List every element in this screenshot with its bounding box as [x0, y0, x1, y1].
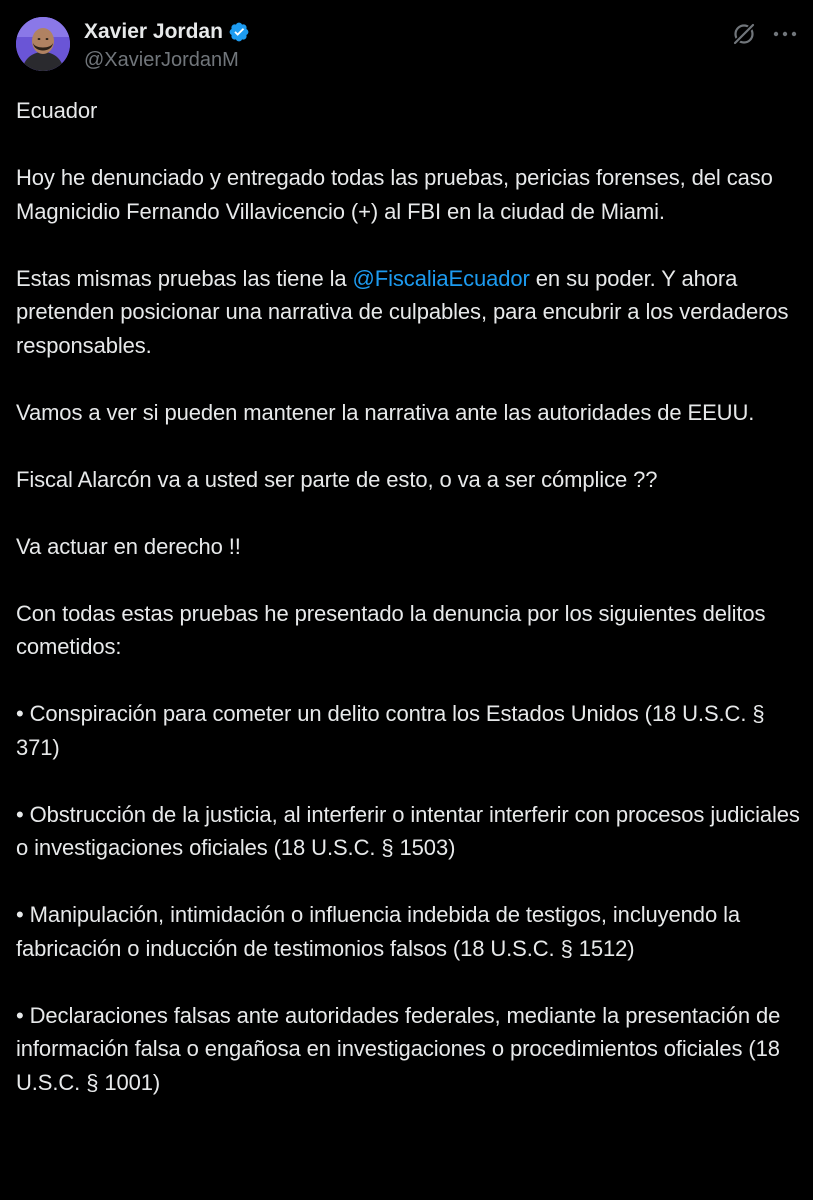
bullet-item: • Declaraciones falsas ante autoridades federales, mediante la presentación de información falsa o engañosa en investigaciones o procedimientos oficiales (18 U.S.C. § 1001): [16, 1002, 781, 1095]
tweet-paragraph: Va actuar en derecho !!: [16, 533, 241, 559]
avatar[interactable]: [16, 17, 70, 71]
avatar-image: [16, 17, 70, 71]
tweet-paragraph: [16, 262, 806, 363]
ecuador-flag-icon: [103, 99, 133, 121]
tweet-header: [16, 17, 797, 73]
tweet-paragraph-text: en su poder. Y ahora pretenden posicionar una narrativa de culpables, para encubrir a los verdaderos responsables.: [16, 265, 789, 358]
handle[interactable]: @XavierJordanM: [84, 49, 239, 71]
bullet-item: • Conspiración para cometer un delito contra los Estados Unidos (18 U.S.C. § 371): [16, 701, 765, 760]
tweet-paragraph: [16, 94, 806, 128]
tweet-paragraph: Con todas estas pruebas he presentado la denuncia por los siguientes delitos cometidos:: [16, 600, 766, 659]
tweet-paragraph-text: Estas mismas pruebas las tiene la: [16, 265, 353, 291]
tweet-text: [16, 94, 806, 1099]
tweet-paragraph: Fiscal Alarcón va a usted ser parte de esto, o va a ser cómplice ??: [16, 466, 658, 492]
grok-icon[interactable]: [731, 21, 757, 47]
more-options-icon[interactable]: [773, 27, 797, 41]
display-name[interactable]: Xavier Jordan: [84, 20, 223, 43]
tweet-paragraph-text: Ecuador: [16, 98, 98, 123]
mention-link[interactable]: @FiscaliaEcuador: [352, 265, 530, 291]
author-names: [84, 19, 250, 72]
tweet-paragraph: Hoy he denunciado y entregado todas las pruebas, pericias forenses, del caso Magnicidio Fernando Villavicencio (+) al FBI en la ciudad de Miami.: [16, 165, 773, 224]
tweet-paragraph: Vamos a ver si pueden mantener la narrativa ante las autoridades de EEUU.: [16, 399, 755, 425]
bullet-item: • Obstrucción de la justicia, al interferir o intentar interferir con procesos judiciales o investigaciones oficiales (18 U.S.C. § 1503): [16, 801, 800, 860]
bullet-item: • Manipulación, intimidación o influencia indebida de testigos, incluyendo la fabricación o inducción de testimonios falsos (18 U.S.C. § 1512): [16, 902, 741, 961]
verified-badge-icon: [228, 21, 250, 43]
